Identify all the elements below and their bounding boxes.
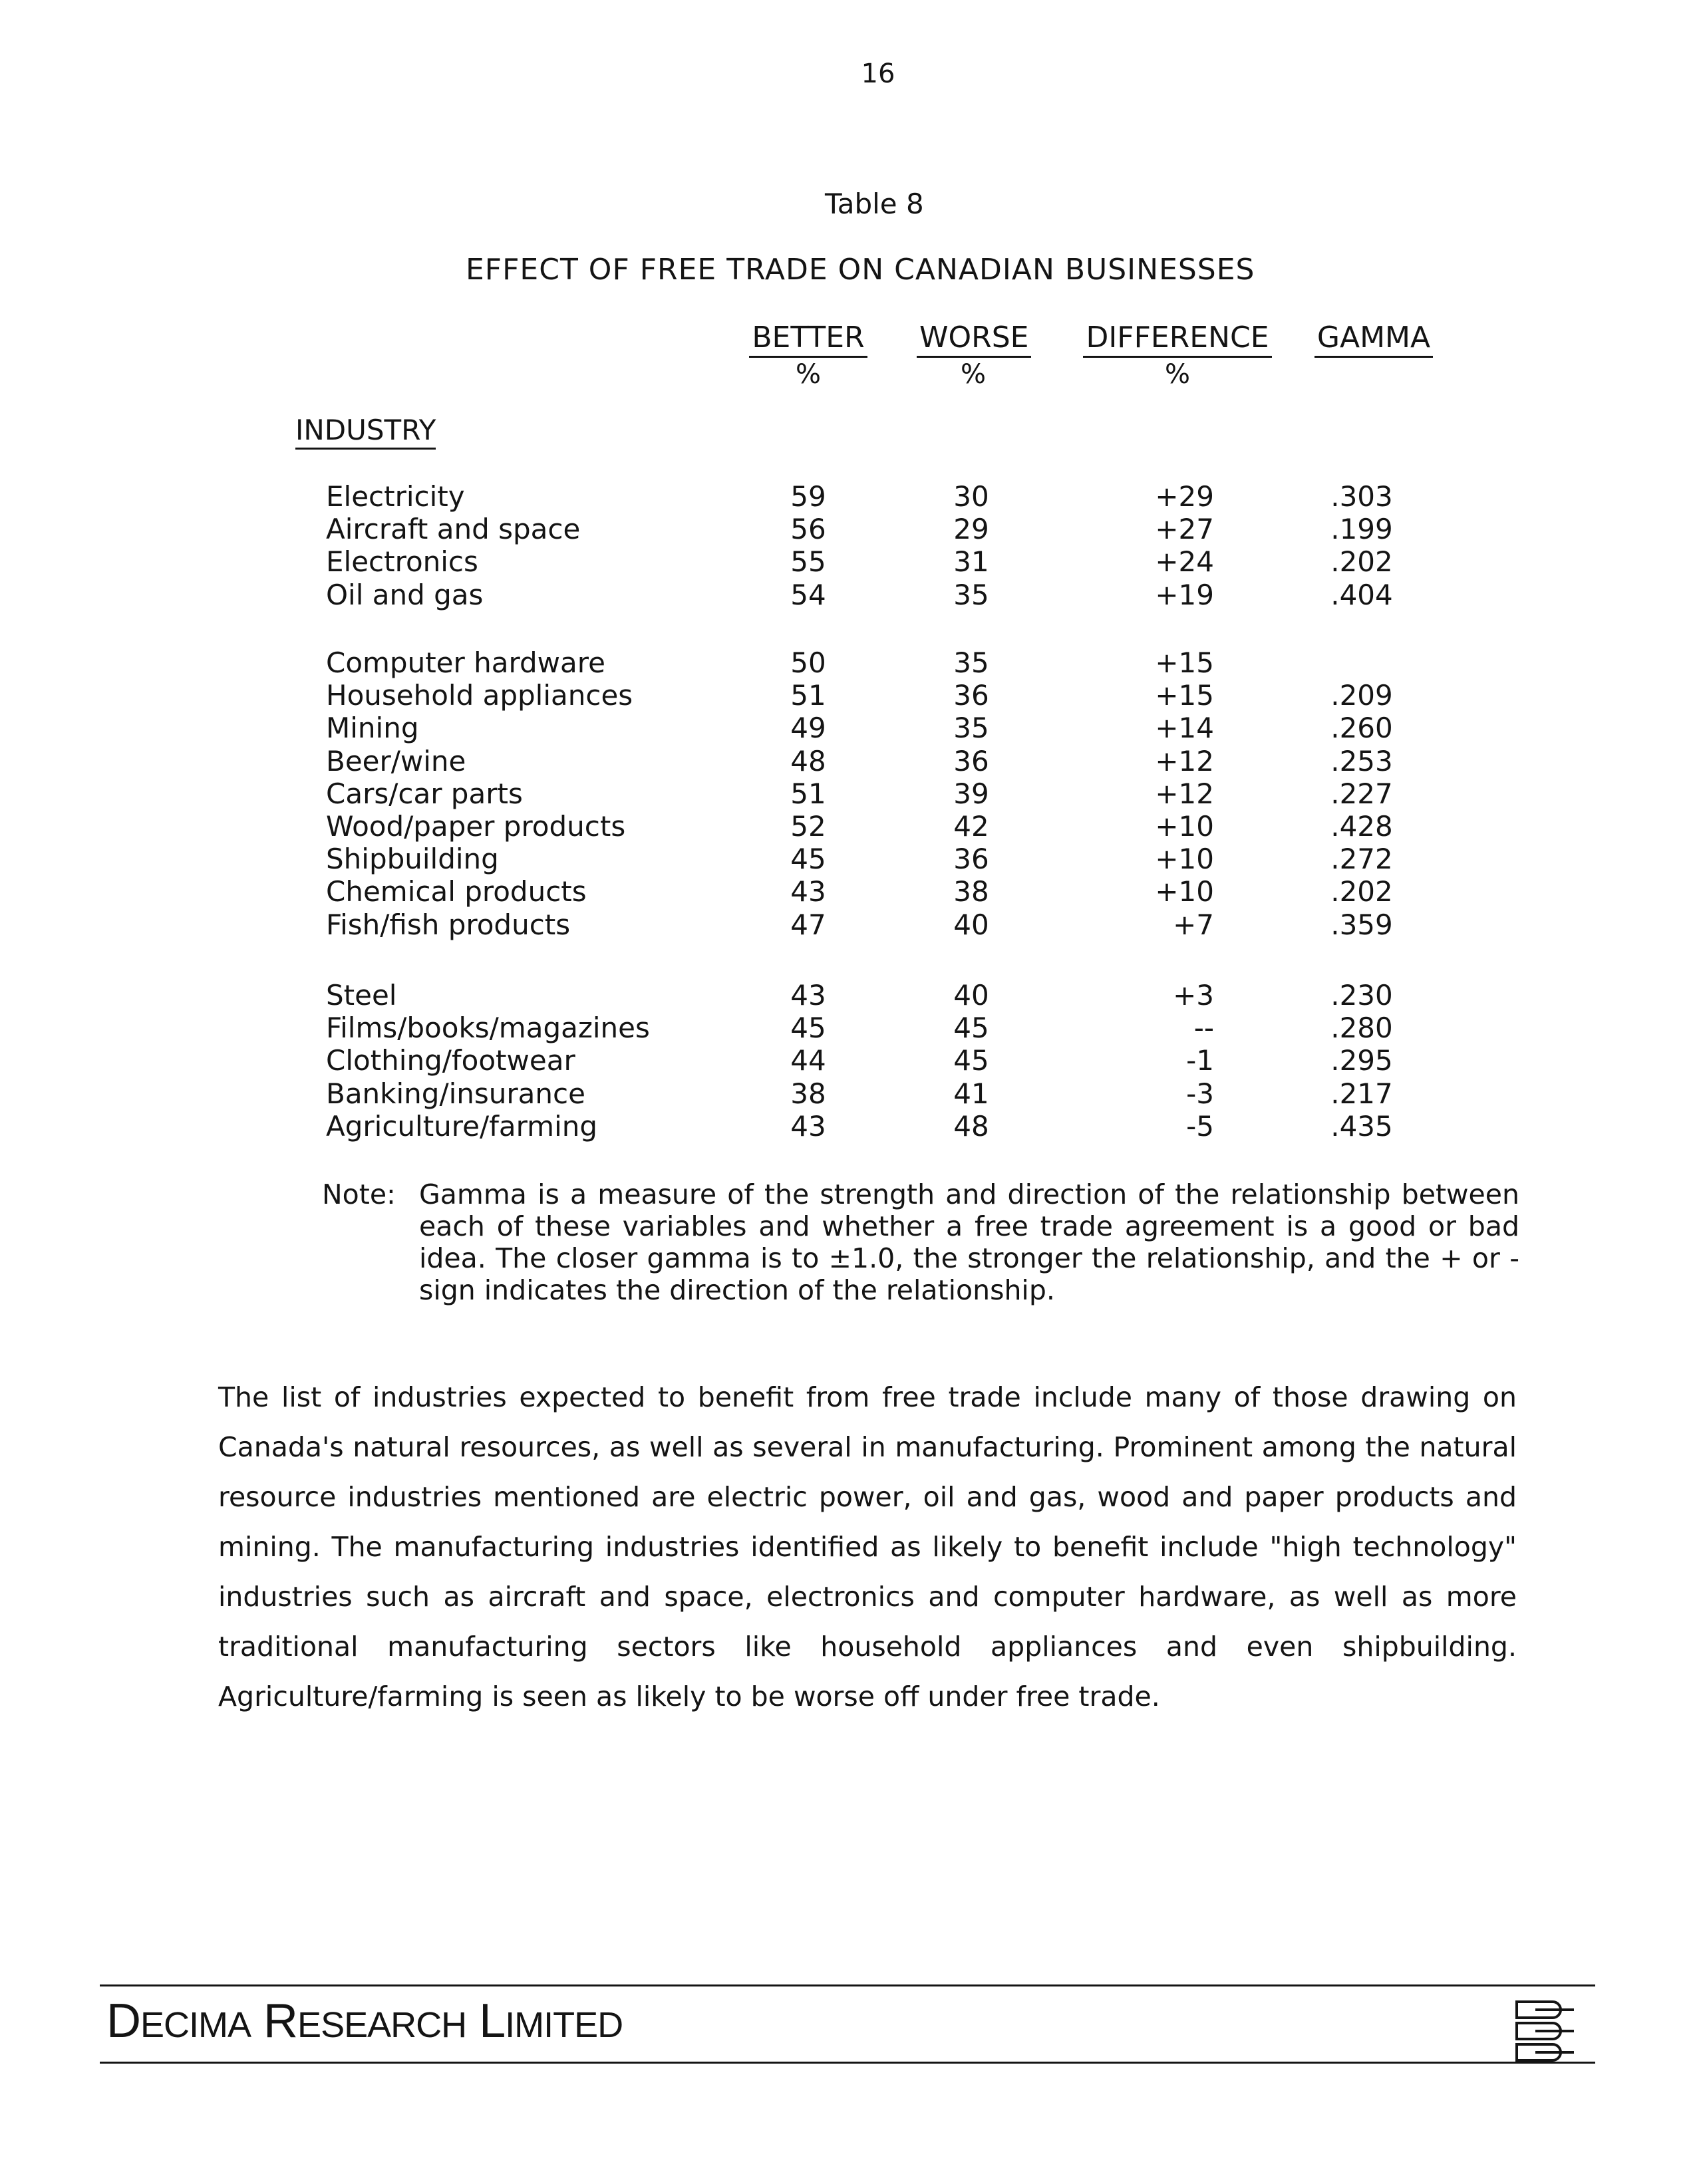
worse-cell: 48	[953, 1110, 989, 1143]
table-row	[0, 843, 1697, 875]
table-number: Table 8	[825, 188, 924, 220]
better-cell: 47	[790, 908, 826, 941]
column-header-worse	[917, 321, 1030, 390]
table-row	[0, 545, 1697, 578]
industry-cell: Clothing/footwear	[326, 1044, 575, 1077]
difference-cell: +10	[1155, 843, 1214, 875]
gamma-cell: .428	[1330, 810, 1393, 843]
industry-cell: Electricity	[326, 480, 465, 513]
difference-cell: +3	[1173, 979, 1214, 1012]
body-paragraph: The list of industries expected to benefit from free trade include many of those drawing on Canada's natural resources, as well as several in manufacturing. Prominent among the natural resource industries mentioned are electric power, oil and gas, wood and paper products and mining. The manufacturing industries identified as likely to benefit include "high technology" industries such as aircraft and space, electronics and computer hardware, as well as more traditional manufacturing sectors like household appliances and even shipbuilding. Agriculture/farming is seen as likely to be worse off under free trade.	[218, 1381, 1517, 1712]
industry-cell: Electronics	[326, 545, 478, 578]
table-row	[0, 646, 1697, 679]
industry-cell: Aircraft and space	[326, 513, 581, 545]
difference-cell: -5	[1186, 1110, 1214, 1143]
table-row	[0, 1012, 1697, 1044]
gamma-cell: .435	[1330, 1110, 1393, 1143]
worse-cell: 35	[953, 712, 989, 744]
gamma-cell: .202	[1330, 545, 1393, 578]
note-label: Note:	[322, 1178, 396, 1210]
worse-cell: 35	[953, 646, 989, 679]
gamma-cell: .217	[1330, 1077, 1393, 1110]
gamma-cell: .253	[1330, 745, 1393, 777]
column-header-better	[744, 321, 873, 390]
column-header-label: DIFFERENCE	[1083, 321, 1271, 358]
gamma-cell: .227	[1330, 777, 1393, 810]
page-number: 16	[861, 59, 895, 89]
industry-cell: Oil and gas	[326, 579, 484, 611]
industry-cell: Films/books/magazines	[326, 1012, 650, 1044]
better-cell: 56	[790, 513, 826, 545]
gamma-cell: .272	[1330, 843, 1393, 875]
column-header-label: WORSE	[917, 321, 1031, 358]
difference-cell: +24	[1155, 545, 1214, 578]
gamma-cell: .359	[1330, 908, 1393, 941]
worse-cell: 36	[953, 679, 989, 712]
worse-cell: 35	[953, 579, 989, 611]
brand-word: LIMITED	[479, 1994, 623, 2048]
gamma-cell: .260	[1330, 712, 1393, 744]
difference-cell: +7	[1173, 908, 1214, 941]
column-header-unit: %	[1164, 359, 1190, 390]
difference-cell: +10	[1155, 875, 1214, 908]
industry-cell: Shipbuilding	[326, 843, 499, 875]
difference-cell: +14	[1155, 712, 1214, 744]
industry-cell: Wood/paper products	[326, 810, 626, 843]
industry-cell: Computer hardware	[326, 646, 605, 679]
gamma-cell: .209	[1330, 679, 1393, 712]
difference-cell: +19	[1155, 579, 1214, 611]
table-row	[0, 1110, 1697, 1143]
difference-cell: --	[1193, 1012, 1214, 1044]
worse-cell: 45	[953, 1012, 989, 1044]
industry-cell: Cars/car parts	[326, 777, 523, 810]
gamma-cell: .280	[1330, 1012, 1393, 1044]
gamma-cell: .199	[1330, 513, 1393, 545]
table-row	[0, 908, 1697, 941]
difference-cell: +27	[1155, 513, 1214, 545]
brand-word: RESEARCH	[263, 1994, 467, 2048]
better-cell: 55	[790, 545, 826, 578]
worse-cell: 40	[953, 908, 989, 941]
better-cell: 50	[790, 646, 826, 679]
difference-cell: +15	[1155, 646, 1214, 679]
column-header-label: GAMMA	[1314, 321, 1433, 358]
table-row	[0, 810, 1697, 843]
better-cell: 54	[790, 579, 826, 611]
worse-cell: 36	[953, 745, 989, 777]
table-row	[0, 1044, 1697, 1077]
worse-cell: 36	[953, 843, 989, 875]
gamma-cell: .230	[1330, 979, 1393, 1012]
industry-cell: Agriculture/farming	[326, 1110, 598, 1143]
gamma-cell: .303	[1330, 480, 1393, 513]
difference-cell: -3	[1186, 1077, 1214, 1110]
table-row	[0, 979, 1697, 1012]
worse-cell: 39	[953, 777, 989, 810]
column-header-gamma	[1304, 321, 1444, 358]
table-row	[0, 480, 1697, 513]
note-text: Gamma is a measure of the strength and direction of the relationship between each of these variables and whether a free trade agreement is a good or bad idea. The closer gamma is to ±1.0, the stronger the relationship, and the + or - sign indicates the direction of the relationship.	[419, 1178, 1519, 1306]
footer-rule	[100, 2062, 1595, 2064]
gamma-cell: .404	[1330, 579, 1393, 611]
difference-cell: +29	[1155, 480, 1214, 513]
table-note	[322, 1178, 1519, 1306]
table-row	[0, 777, 1697, 810]
better-cell: 51	[790, 777, 826, 810]
better-cell: 51	[790, 679, 826, 712]
table-row	[0, 679, 1697, 712]
worse-cell: 40	[953, 979, 989, 1012]
column-header-difference	[1068, 321, 1287, 390]
better-cell: 43	[790, 979, 826, 1012]
worse-cell: 30	[953, 480, 989, 513]
gamma-cell: .295	[1330, 1044, 1393, 1077]
difference-cell: +12	[1155, 745, 1214, 777]
worse-cell: 38	[953, 875, 989, 908]
industry-cell: Mining	[326, 712, 419, 744]
table-row	[0, 513, 1697, 545]
better-cell: 43	[790, 1110, 826, 1143]
worse-cell: 42	[953, 810, 989, 843]
footer-brand	[106, 1994, 623, 2048]
better-cell: 48	[790, 745, 826, 777]
worse-cell: 45	[953, 1044, 989, 1077]
difference-cell: -1	[1186, 1044, 1214, 1077]
better-cell: 43	[790, 875, 826, 908]
worse-cell: 31	[953, 545, 989, 578]
table-row	[0, 745, 1697, 777]
difference-cell: +12	[1155, 777, 1214, 810]
decima-logo-icon	[1513, 1996, 1579, 2070]
table-title: EFFECT OF FREE TRADE ON CANADIAN BUSINESSES	[466, 253, 1255, 287]
table-row	[0, 875, 1697, 908]
footer-rule	[100, 1984, 1595, 1986]
gamma-cell: .202	[1330, 875, 1393, 908]
table-row	[0, 579, 1697, 611]
better-cell: 49	[790, 712, 826, 744]
industry-cell: Banking/insurance	[326, 1077, 585, 1110]
section-label-industry: INDUSTRY	[295, 414, 436, 450]
difference-cell: +15	[1155, 679, 1214, 712]
table-row	[0, 712, 1697, 744]
industry-cell: Fish/fish products	[326, 908, 571, 941]
better-cell: 52	[790, 810, 826, 843]
industry-cell: Steel	[326, 979, 397, 1012]
brand-word: DECIMA	[106, 1994, 251, 2048]
better-cell: 38	[790, 1077, 826, 1110]
worse-cell: 29	[953, 513, 989, 545]
better-cell: 45	[790, 843, 826, 875]
worse-cell: 41	[953, 1077, 989, 1110]
industry-cell: Household appliances	[326, 679, 633, 712]
table-row	[0, 1077, 1697, 1110]
better-cell: 45	[790, 1012, 826, 1044]
industry-cell: Chemical products	[326, 875, 587, 908]
better-cell: 59	[790, 480, 826, 513]
difference-cell: +10	[1155, 810, 1214, 843]
column-header-label: BETTER	[749, 321, 867, 358]
industry-cell: Beer/wine	[326, 745, 466, 777]
column-header-unit: %	[960, 359, 986, 390]
better-cell: 44	[790, 1044, 826, 1077]
column-header-unit: %	[795, 359, 821, 390]
